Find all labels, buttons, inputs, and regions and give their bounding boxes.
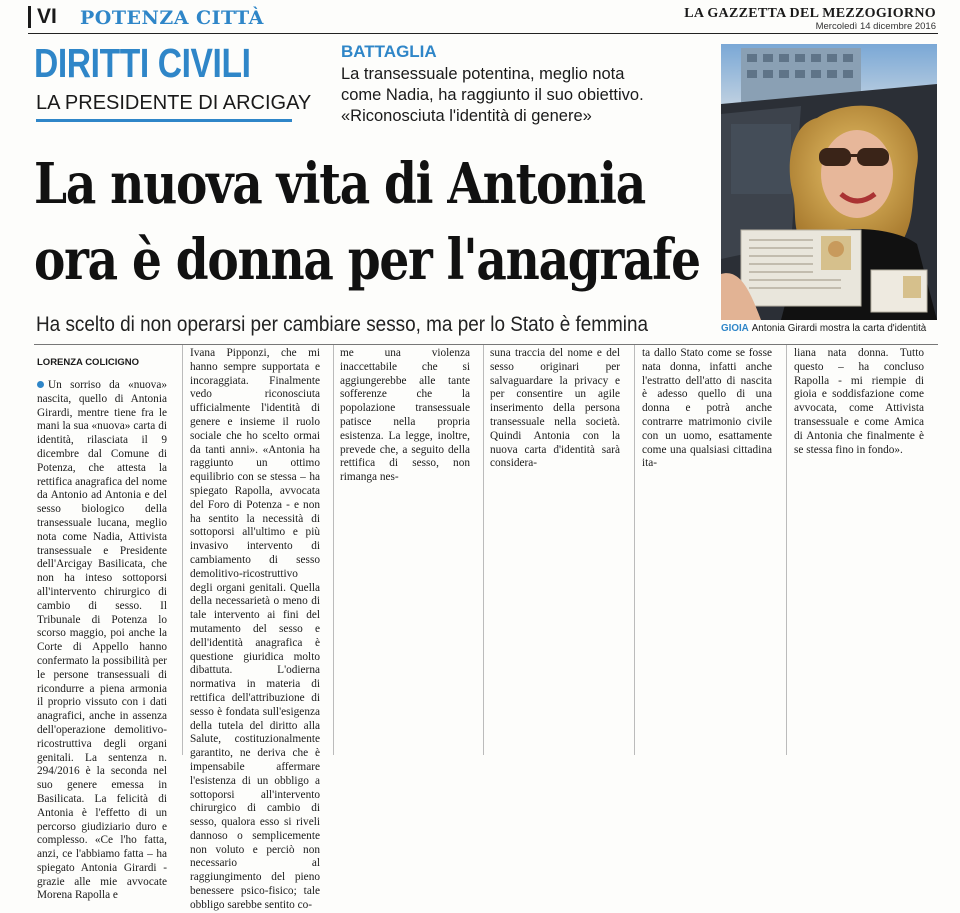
headline-line-1: La nuova vita di Antonia <box>34 151 645 217</box>
photo-caption <box>721 323 937 334</box>
article-column-1 <box>37 379 167 903</box>
newspaper-name: LA GAZZETTA DEL MEZZOGIORNO <box>684 6 936 21</box>
battle-label: BATTAGLIA <box>341 42 437 61</box>
column-divider <box>333 345 334 755</box>
page-number: VI <box>28 6 57 28</box>
issue-date: Mercoledì 14 dicembre 2016 <box>815 21 936 32</box>
kicker-subtitle: LA PRESIDENTE DI ARCIGAY <box>36 92 312 114</box>
article-column-5: ta dallo Stato come se fosse nata donna, infatti anche l'estratto dell'atto di nascita è adesso quello di una donna e potrà anche contrarre matrimonio civile con un uomo, esattamente come una qualsiasi cittadina ita- <box>642 347 772 470</box>
kicker-rule <box>36 119 292 122</box>
section-title: POTENZA CITTÀ <box>80 7 264 29</box>
headline-line-2: ora è donna per l'anagrafe <box>34 227 700 293</box>
body-rule <box>34 344 938 345</box>
article-column-3: me una violenza inaccettabile che si aggiungerebbe alle tante sofferenze che la popolazione transessuale patisce nella propria esistenza. La legge, inoltre, prevede che, a seguito della rettifica di sesso, non rimanga nes- <box>340 347 470 484</box>
article-column-2: Ivana Pipponzi, che mi hanno sempre supportata e incoraggiata. Finalmente vedo riconosciuta ufficialmente l'identità di genere e insieme il ruolo sociale che ho scelto ormai da tanti anni». «Antonia ha raggiunto un ottimo equilibrio con se stessa – ha spiegato Rapolla, avvocata del Foro di Potenza - e non ha sentito la necessità di sottoporsi all'ultimo e più invasivo intervento di cambiamento di sesso demolitivo-ricostruttivo degli organi genitali. Quella della necessarietà o meno di tale intervento ai fini del mutamento del sesso e dell'identità anagrafica è questione giuridica molto dibattuta. L'odierna normativa in materia di rettifica dell'attribuzione di sesso è fondata sull'esigenza della tutela del diritto alla Salute, costituzionalmente garantito, ne deriva che è impensabile affermare l'esistenza di un obbligo a sottoporsi all'intervento chirurgico di cambio di sesso, qualora esso si riveli dannoso o semplicemente non voluto e perciò non necessario al raggiungimento del pieno benessere psico-fisico; tale obbligo sarebbe sentito co- <box>190 347 320 911</box>
kicker-title: DIRITTI CIVILI <box>34 40 251 86</box>
byline: LORENZA COLICIGNO <box>37 357 140 368</box>
page-header <box>28 4 938 34</box>
headline <box>34 146 700 298</box>
column-text: Un sorriso da «nuova» nascita, quello di Antonia Girardi, mentre tiene fra le mani la sua «nuova» carta di identità, rilasciata il 9 dicembre dal Comune di Potenza, che attesta la rettifica anagrafica del nome da Antonio ad Antonia e del sesso biologico della transessuale lucana, meglio nota come Nadia, Attivista transessuale e Presidente dell'Arcigay Basilicata, che non ha inteso sottoporsi all'intervento chirurgico di cambio di sesso. Il Tribunale di Potenza lo scorso maggio, poi anche la Corte di Appello hanno confermato la possibilità per le persone transessuali di ricondurre a piena armonia il proprio vissuto con i dati anagrafici, anche in assenza dell'operazione demolitivo-ricostruttiva degli organi genitali. La sentenza n. 294/2016 è la seconda nel suo genere emessa in Basilicata. La felicità di Antonia è l'effetto di un percorso giudiziario duro e complesso. «Ce l'ho fatta, anzi, ce l'abbiamo fatta – ha spiegato Antonia Girardi - grazie alle mie avvocate Morena Rapolla e <box>37 379 167 902</box>
summary: Ha scelto di non operarsi per cambiare sesso, ma per lo Stato è femmina <box>36 312 649 336</box>
caption-text: Antonia Girardi mostra la carta d'identità <box>751 323 927 334</box>
article-column-6: liana nata donna. Tutto questo – ha concluso Rapolla - mi riempie di gioia e soddisfazione come avvocata, come Attivista transessuale e come Amica di Antonia che finalmente è se stessa fino in fondo». <box>794 347 924 456</box>
article-photo <box>721 44 937 320</box>
photo-illustration <box>721 44 937 320</box>
column-divider <box>634 345 635 755</box>
column-divider <box>786 345 787 755</box>
caption-label: GIOIA <box>721 323 749 334</box>
column-divider <box>182 345 183 755</box>
article-column-4: suna traccia del nome e del sesso originari per salvaguardare la privacy e per consentire un agile inserimento della persona transessuale nella società. Quindi Antonia con la nuova carta d'identità sarà considera- <box>490 347 620 470</box>
column-divider <box>483 345 484 755</box>
battle-text: La transessuale potentina, meglio nota come Nadia, ha raggiunto il suo obiettivo. «Riconosciuta l'identità di genere» <box>341 65 644 125</box>
bullet-icon <box>37 381 44 388</box>
